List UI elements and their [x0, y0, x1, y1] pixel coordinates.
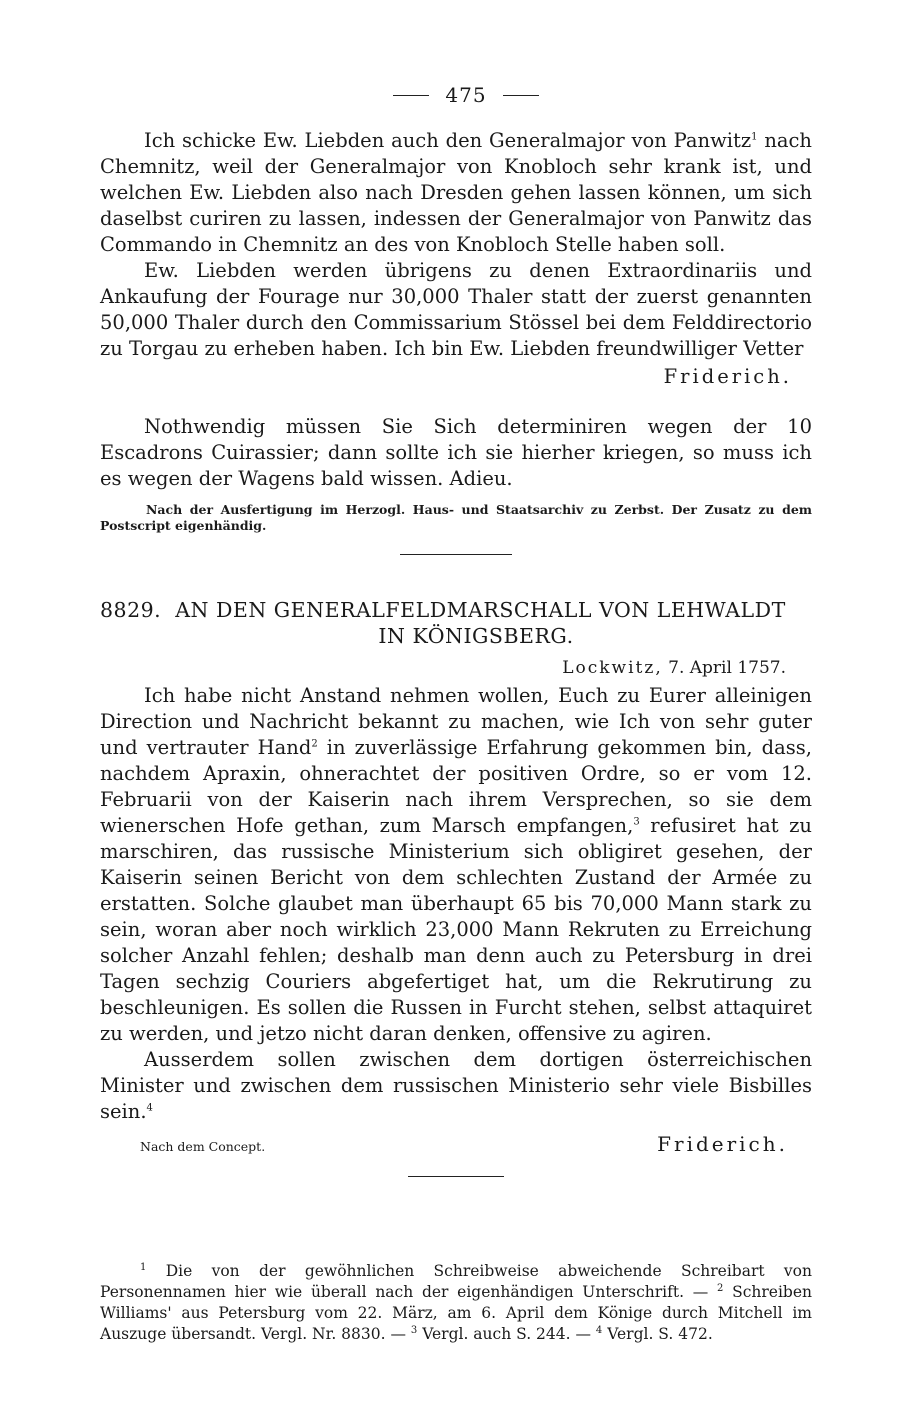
continuation-paragraph-1: Ich schicke Ew. Liebden auch den Generalmajor von Panwitz$^1$ nach Chemnitz, weil der Generalmajor von Knobloch sehr krank ist, und welchen Ew. Liebden also nach Dresden gehen lassen können, um sich daselbst curiren zu lassen, indessen der Generalmajor von Panwitz das Commando in Chemnitz an des von Knobloch Stelle haben soll. — [100, 129, 812, 256]
footnote-2: Schreiben Williams' aus Petersburg vom 22. März, am 6. April dem Könige durch Mitchell im Auszuge übersandt. Vergl. Nr. 8830. — — [100, 1283, 813, 1343]
letter-heading — [100, 597, 812, 649]
dateline-place: Lockwitz, — [562, 658, 663, 678]
footnote-3: Vergl. auch S. 244. — — [417, 1325, 596, 1343]
footnote-ref-1: 1 — [751, 131, 758, 143]
footnote-4: Vergl. S. 472. — [602, 1325, 713, 1343]
heading-line-2: IN KÖNIGSBERG. — [378, 624, 574, 648]
header-dash-left — [393, 95, 429, 96]
footnote-1: Die von der gewöhnlichen Schreibweise abweichende Schreibart von Personennamen hier wie überall nach der eigenhändigen Unterschrift. — — [100, 1262, 812, 1301]
dateline — [100, 655, 786, 681]
dateline-date: 7. April 1757. — [668, 658, 786, 678]
page-number: 475 — [445, 83, 487, 107]
signature-1: Friderich. — [663, 365, 792, 388]
header-dash-right — [503, 95, 539, 96]
footnote-mark-3: 3 — [410, 1324, 418, 1336]
footnote-ref-3: 3 — [633, 816, 640, 828]
source-note-2: Nach dem Concept. — [140, 1139, 266, 1154]
page-header — [100, 82, 812, 108]
closing-divider — [408, 1176, 504, 1177]
footnote-ref-2: 2 — [311, 738, 318, 750]
footnote-ref-4: 4 — [146, 1102, 153, 1114]
letter-paragraph-1: Ich habe nicht Anstand nehmen wollen, Euch zu Eurer alleinigen Direction und Nachricht bekannt zu machen, wie Ich von sehr guter und vertrauter Hand$^2$ in zuverlässige Erfahrung gekommen bin, dass, nachdem Apraxin, ohnerachtet der positiven Ordre, so er vom 12. Februarii von der Kaiserin nach ihrem Versprechen, so sie dem wienerschen Hofe gethan, zum Marsch empfangen,$^3$ refusiret hat zu marschiren, das russische Ministerium sich obligiret gesehen, der Kaiserin seinen Bericht von dem schlechten Zustand der Armée zu erstatten. Solche glaubet man überhaupt 65 bis 70,000 Mann stark zu sein, woran aber noch wirklich 23,000 Mann Rekruten zu Erreichung solcher Anzahl fehlen; deshalb man denn auch zu Petersburg in drei Tagen sechzig Couriers abgefertiget hat, um die Rekrutirung zu beschleunigen. Es sollen die Russen in Furcht stehen, selbst attaquiret zu werden, und jetzo nicht daran denken, offensive zu agiren. — [100, 684, 813, 1045]
postscript: Nothwendig müssen Sie Sich determiniren wegen der 10 Escadrons Cuirassier; dann sollte ich sie hierher kriegen, so muss ich es wegen der Wagens bald wissen. Adieu. — [100, 415, 812, 490]
closing-row — [100, 1131, 812, 1160]
footnotes — [100, 1261, 812, 1345]
signature-2: Friderich. — [657, 1132, 788, 1156]
footnote-mark-1: 1 — [140, 1261, 147, 1273]
continuation-paragraph-2: Ew. Liebden werden übrigens zu denen Extraordinariis und Ankaufung der Fourage nur 30,000 Thaler statt der zuerst genannten 50,000 Thaler durch den Commissarium Stössel bei dem Felddirectorio zu Torgau zu erheben haben. Ich bin Ew. Liebden freundwilliger Vetter — [100, 259, 812, 360]
letter-paragraph-2: Ausserdem sollen zwischen dem dortigen österreichischen Minister und zwischen dem russischen Ministerio sehr viele Bisbilles sein.$^4$ — [100, 1048, 812, 1123]
letter-number: 8829. — [100, 598, 162, 622]
footnote-mark-2: 2 — [717, 1282, 724, 1294]
heading-line-1: AN DEN GENERALFELDMARSCHALL VON LEHWALDT — [175, 598, 786, 622]
footnote-mark-4: 4 — [595, 1324, 603, 1336]
section-divider — [400, 554, 512, 555]
source-note-1: Nach der Ausfertigung im Herzogl. Haus- und Staatsarchiv zu Zerbst. Der Zusatz zu dem Postscript eigenhändig. — [100, 502, 812, 533]
